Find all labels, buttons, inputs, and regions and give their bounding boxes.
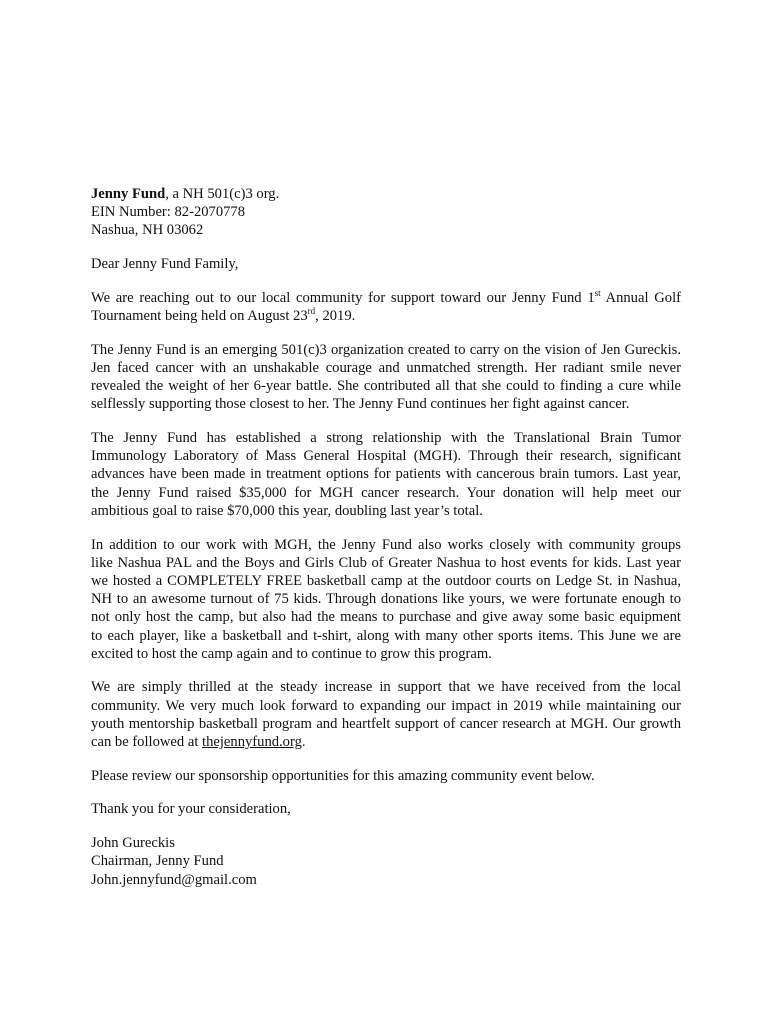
letter-body — [91, 185, 681, 904]
paragraph-line: excited to host the camp again and to continue to grow this program. — [91, 645, 492, 662]
closing — [91, 800, 681, 818]
paragraph-line: The Jenny Fund has established a strong relationship with the Translational Brain Tumor — [91, 430, 681, 447]
signer-title: Chairman, Jenny Fund — [91, 853, 224, 870]
signer-name: John Gureckis — [91, 835, 175, 852]
intro-superscript-1: st — [594, 287, 601, 298]
intro-superscript-2: rd — [307, 306, 316, 317]
paragraph-line: to each player, like a basketball and t-shirt, along with many other sports items. This June we are — [91, 627, 681, 644]
org-name: Jenny Fund — [91, 186, 166, 202]
paragraph-line: not only host the camp, but also had the means to purchase and give away some basic equipment — [91, 609, 681, 626]
paragraph-line: We are simply thrilled at the steady increase in support that we have received from the local — [91, 679, 681, 696]
salutation — [91, 255, 681, 273]
review-text: Please review our sponsorship opportunities for this amazing community event below. — [91, 767, 595, 784]
ein-number: EIN Number: 82-2070778 — [91, 204, 246, 221]
paragraph-line: Immunology Laboratory of Mass General Hospital (MGH). Through their research, significant — [91, 448, 681, 465]
paragraph-line: the Jenny Fund raised $35,000 for MGH cancer research. Your donation will help meet our — [91, 484, 681, 501]
intro-line-2 — [91, 307, 681, 325]
growth-suffix: . — [301, 734, 306, 751]
paragraph-community — [91, 536, 681, 663]
website-link[interactable]: thejennyfund.org — [202, 734, 302, 751]
org-description: , a NH 501(c)3 org. — [165, 186, 280, 202]
intro-text-2: Annual Golf — [600, 289, 681, 306]
growth-prefix: can be followed at — [91, 734, 203, 751]
letterhead — [91, 185, 681, 240]
intro-text-3: Tournament being held on August 23 — [91, 308, 308, 325]
intro-paragraph — [91, 289, 681, 325]
paragraph-line: In addition to our work with MGH, the Jenny Fund also works closely with community groups — [91, 536, 681, 553]
paragraph-line: Jen faced cancer with an unshakable courage and unmatched strength. Her radiant smile never — [91, 359, 681, 376]
closing-text: Thank you for your consideration, — [91, 801, 291, 818]
paragraph-mgh — [91, 429, 681, 520]
paragraph-line: revealed the weight of her 6-year battle. She contributed all that she could to finding a cure while — [91, 378, 681, 395]
paragraph-line: NH to an awesome turnout of 75 kids. Through donations like yours, we were fortunate enough to — [91, 591, 681, 608]
paragraph-line: like Nashua PAL and the Boys and Girls Club of Greater Nashua to host events for kids. Last year — [91, 554, 681, 571]
paragraph-line: advances have been made in treatment options for patients with cancerous brain tumors. Last year, — [91, 466, 681, 483]
org-line — [91, 185, 681, 203]
paragraph-growth — [91, 678, 681, 751]
paragraph-line: community. We very much look forward to expanding our impact in 2019 while maintaining our — [91, 697, 681, 714]
paragraph-line: youth mentorship basketball program and heartfelt support of cancer research at MGH. Our growth — [91, 715, 681, 732]
paragraph-line: The Jenny Fund is an emerging 501(c)3 organization created to carry on the vision of Jen Gureckis. — [91, 341, 681, 358]
salutation-text: Dear Jenny Fund Family, — [91, 256, 239, 273]
paragraph-line: we hosted a COMPLETELY FREE basketball camp at the outdoor courts on Ledge St. in Nashua, — [91, 572, 681, 589]
paragraph-line: selflessly supporting those closest to her. The Jenny Fund continues her fight against cancer. — [91, 396, 630, 413]
intro-line-1 — [91, 289, 681, 307]
signer-email: John.jennyfund@gmail.com — [91, 871, 257, 888]
review-paragraph — [91, 767, 681, 785]
paragraph-line: ambitious goal to raise $70,000 this year, doubling last year’s total. — [91, 502, 483, 519]
paragraph-line — [91, 733, 681, 751]
intro-text-4: , 2019. — [315, 308, 356, 325]
intro-text-1: We are reaching out to our local community for support toward our Jenny Fund 1 — [91, 289, 595, 306]
paragraph-mission — [91, 341, 681, 414]
signature-block — [91, 834, 681, 889]
org-city: Nashua, NH 03062 — [91, 222, 204, 239]
